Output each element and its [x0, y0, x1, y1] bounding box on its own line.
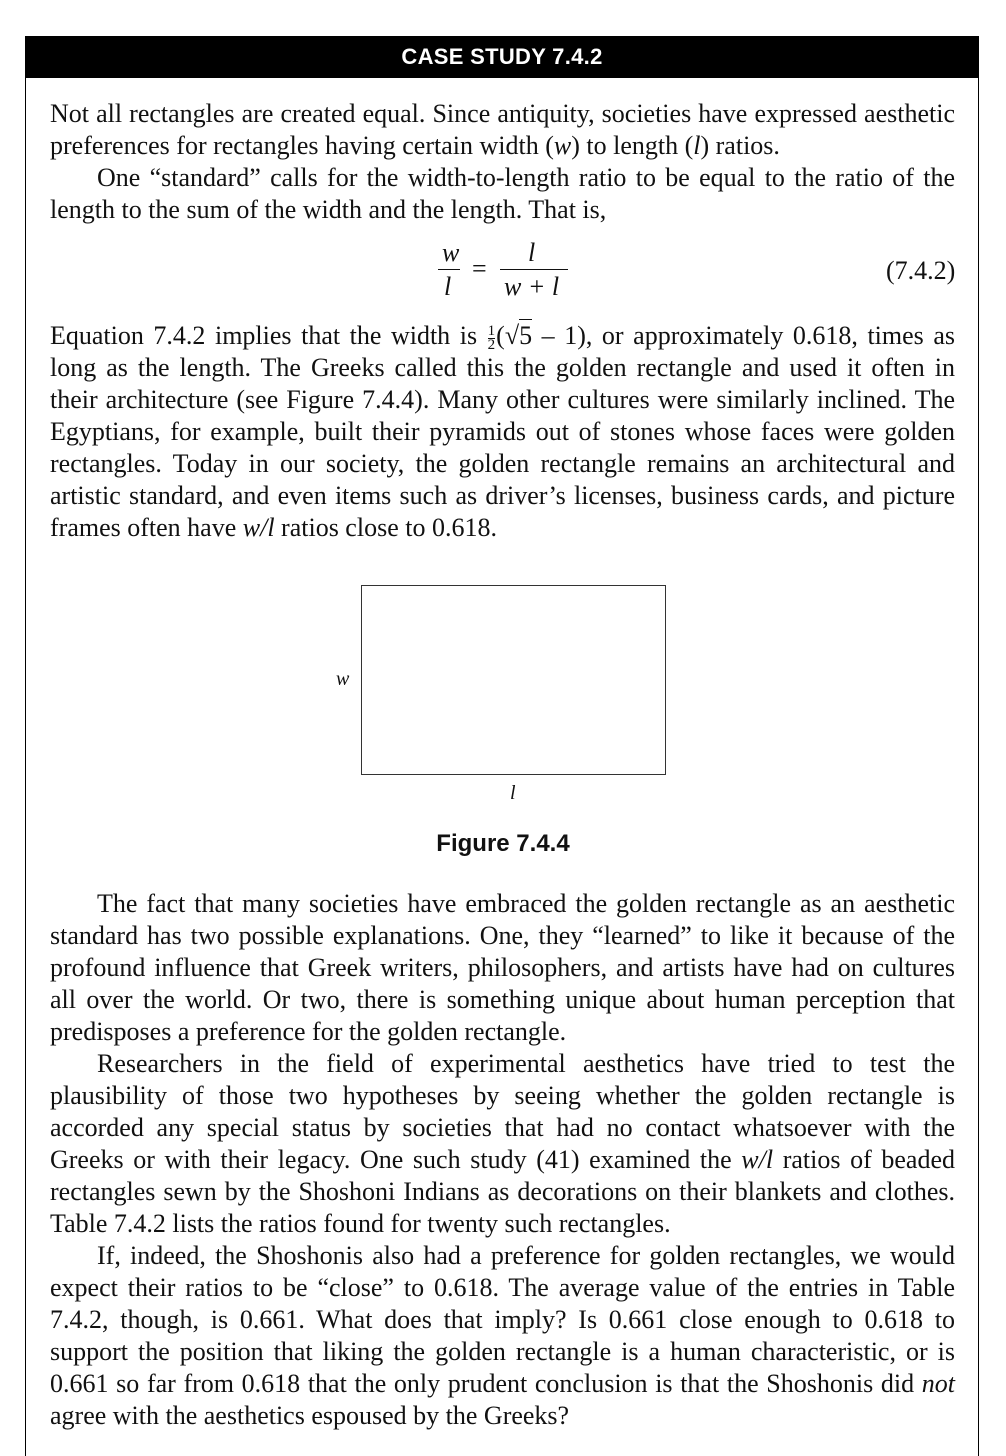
half-denominator: 2 [487, 336, 496, 353]
eq-rhs-numerator: l [528, 238, 536, 267]
one-half-fraction [487, 322, 496, 353]
intro-paragraph [50, 98, 955, 162]
eq-equals: = [472, 254, 487, 283]
para3-text-b: , or approximately 0.618, times as long as the length. The Greeks called this the golden rectangle and used it often in their architecture (see Figure 7.4.4). Many other cultures were similarly inclined. The Egyptians, for example, built their pyramids out of stones whose faces were golden rectangles. Today in our society, the golden rectangle remains an architectural and artistic standard, and even items such as driver’s licenses, business cards, and picture frames often have [50, 321, 955, 542]
eq-lhs-fraction-bar [438, 269, 460, 270]
shoshoni-paragraph [50, 1240, 955, 1432]
sqrt-close: – 1) [532, 321, 586, 350]
eq-lhs-numerator: w [442, 238, 460, 267]
case-study-header: CASE STUDY 7.4.2 [25, 36, 979, 78]
figure-caption: Figure 7.4.4 [436, 830, 570, 857]
para5-ratio: w/l [741, 1145, 774, 1174]
eq-rhs-fraction-bar [500, 269, 568, 270]
para6-text-b: agree with the aesthetics espoused by the Greeks? [50, 1401, 570, 1430]
intro-l: l [693, 131, 701, 160]
figure-width-label: w [336, 668, 350, 690]
eq-rhs-denominator: w + l [504, 272, 560, 301]
para3-ratio: w/l [242, 513, 275, 542]
intro-text-a: Not all rectangles are created equal. Since antiquity, societies have expressed aesthetic preferences for rectangles having certain width ( [50, 99, 955, 160]
para3-text-c: ratios close to 0.618. [274, 513, 497, 542]
para5-text-b: ratios of beaded rectangles sewn by the Shoshoni Indians as decorations on their blankets and clothes. Table 7.4.2 lists the ratios found for twenty such rectangles. [50, 1145, 956, 1238]
para5-text-a: Researchers in the field of experimental aesthetics have tried to test the plausibility of those two hypotheses by seeing whether the golden rectangle is accorded any special status by societies that had no contact whatsoever with the Greeks or with their legacy. One such study (41) examined the [50, 1049, 955, 1174]
eq-lhs-denominator: l [444, 272, 452, 301]
golden-ratio-paragraph [50, 320, 955, 544]
intro-text-c: ) ratios. [700, 131, 780, 160]
para6-text-a: If, indeed, the Shoshonis also had a preference for golden rectangles, we would expect their ratios to be “close” to 0.618. The average value of the entries in Table 7.4.2, though, is 0.661. What does that imply? Is 0.661 close enough to 0.618 to support the position that liking the golden rectangle is a human characteristic, or is 0.661 so far from 0.618 that the only prudent conclusion is that the Shoshonis did [50, 1241, 955, 1398]
explanations-paragraph: The fact that many societies have embraced the golden rectangle as an aesthetic standard has two possible explanations. One, they “learned” to like it because of the profound influence that Greek writers, philosophers, and artists have had on cultures all over the world. Or two, there is something unique about human perception that predisposes a preference for the golden rectangle. [50, 889, 955, 1046]
sqrt-open: (√ [496, 321, 520, 350]
researchers-paragraph [50, 1048, 955, 1240]
para6-not: not [921, 1369, 955, 1398]
para3-text-a: Equation 7.4.2 implies that the width is [50, 321, 487, 350]
equation-number: (7.4.2) [886, 256, 956, 285]
figure-length-label: l [510, 782, 516, 804]
sqrt-radicand: 5 [519, 321, 533, 350]
golden-rectangle-figure [361, 585, 666, 775]
standard-paragraph: One “standard” calls for the width-to-length ratio to be equal to the ratio of the length to the sum of the width and the length. That is, [50, 163, 955, 224]
intro-text-b: ) to length ( [571, 131, 694, 160]
intro-w: w [553, 131, 572, 160]
half-numerator: 1 [487, 322, 496, 339]
